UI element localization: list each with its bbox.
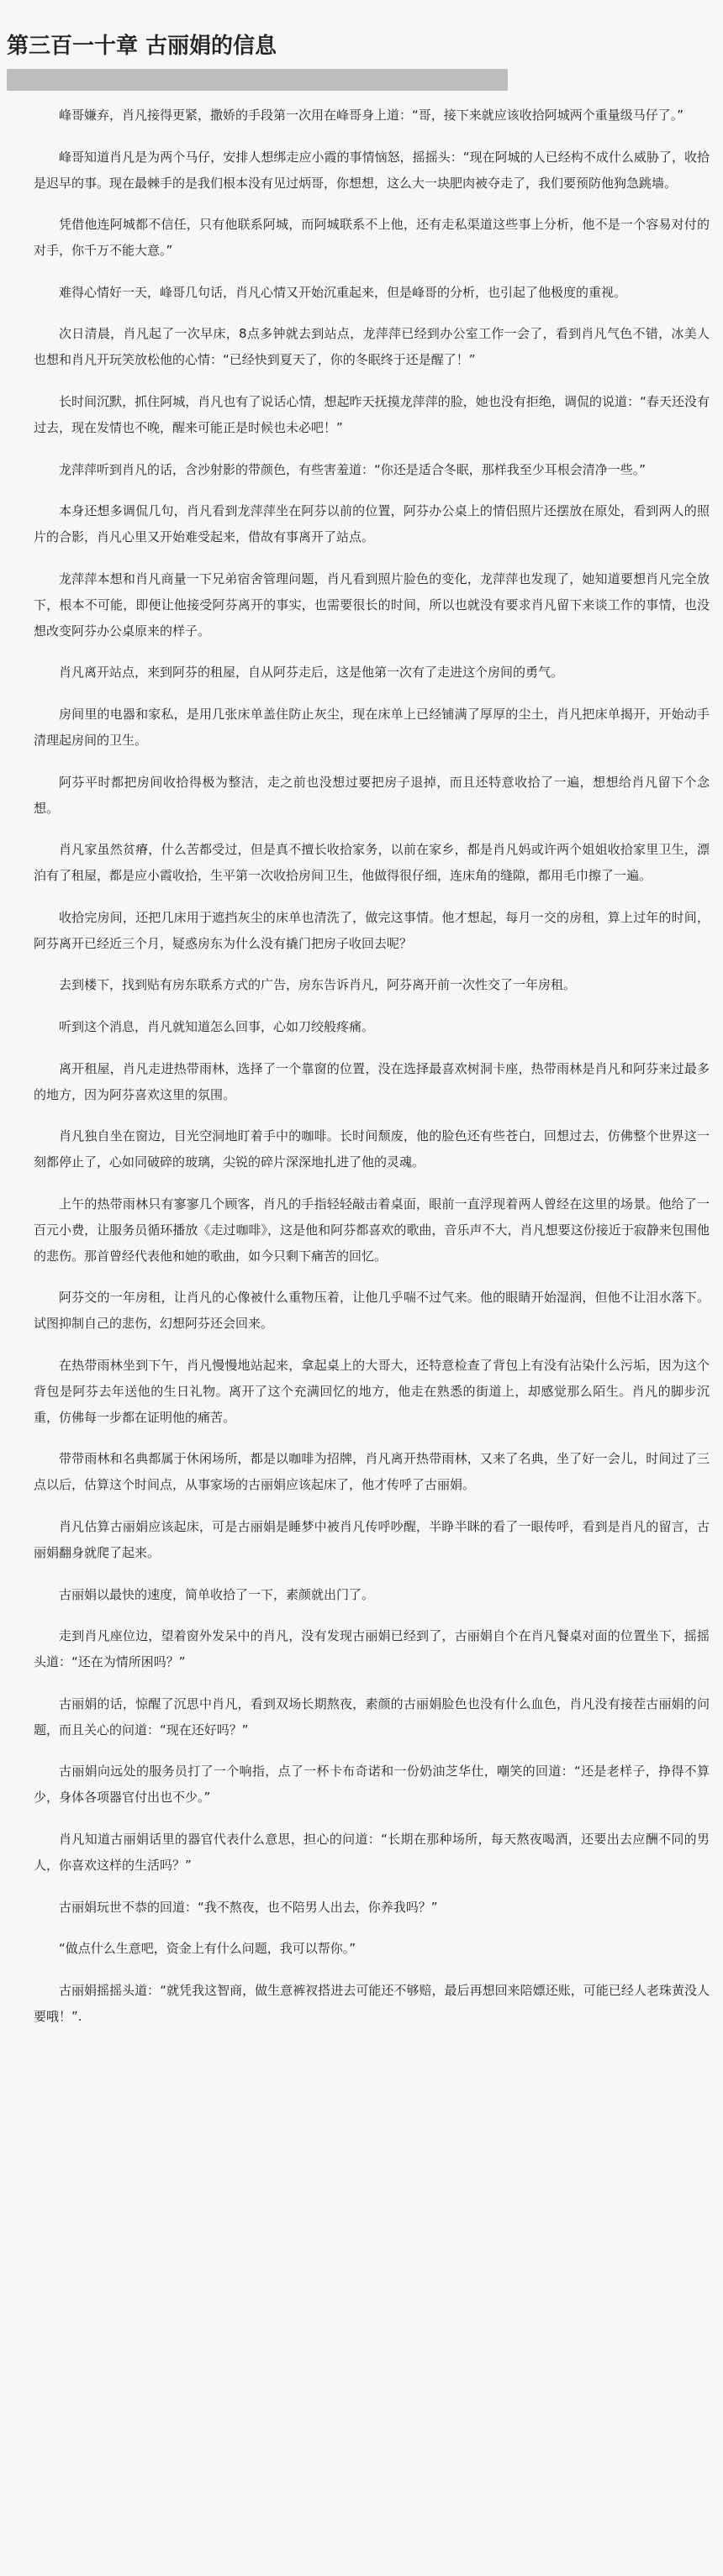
- paragraph: 长时间沉默，抓住阿城，肖凡也有了说话心情，想起昨天抚摸龙萍萍的脸，她也没有拒绝，调侃的说道：“春天还没有过去，现在发情也不晚，醒来可能正是时候也未必吧！”: [34, 393, 710, 435]
- paragraph: 肖凡离开站点，来到阿芬的租屋，自从阿芬走后，这是他第一次有了走进这个房间的勇气。: [59, 665, 564, 681]
- paragraph: 听到这个消息，肖凡就知道怎么回事，心如刀绞般疼痛。: [59, 1018, 375, 1034]
- paragraph: 难得心情好一天，峰哥几句话，肖凡心情又开始沉重起来，但是峰哥的分析，也引起了他极度的重视。: [59, 284, 627, 300]
- paragraph: 肖凡知道古丽娟话里的器官代表什么意思，担心的问道：“长期在那种场所，每天熬夜喝酒，还要出去应酬不同的男人，你喜欢这样的生活吗？”: [34, 1832, 710, 1874]
- title-underline-bar: [7, 69, 508, 91]
- paragraph: “做点什么生意吧，资金上有什么问题，我可以帮你。”: [59, 1941, 356, 1957]
- chapter-content: [0, 91, 723, 2030]
- paragraph: 房间里的电器和家私，是用几张床单盖住防止灰尘，现在床单上已经铺满了厚厚的尘土，肖凡把床单揭开，开始动手清理起房间的卫生。: [34, 706, 710, 748]
- paragraph: 肖凡独自坐在窗边，目光空洞地盯着手中的咖啡。长时间颓废，他的脸色还有些苍白，回想过去，仿佛整个世界这一刻都停止了，心如同破碎的玻璃，尖锐的碎片深深地扎进了他的灵魂。: [34, 1128, 710, 1170]
- paragraph: 龙萍萍本想和肖凡商量一下兄弟宿舍管理问题，肖凡看到照片脸色的变化，龙萍萍也发现了，她知道要想肖凡完全放下，根本不可能，即便让他接受阿芬离开的事实，也需要很长的时间，所以也就没有要求肖凡留下来谈工作的事情，也没想改变阿芬办公桌原来的样子。: [34, 570, 710, 639]
- chapter-title: 第三百一十章 古丽娟的信息: [7, 34, 277, 59]
- paragraph: 本身还想多调侃几句，肖凡看到龙萍萍坐在阿芬以前的位置，阿芬办公桌上的情侣照片还摆放在原处，看到两人的照片的合影，肖凡心里又开始难受起来，借故有事离开了站点。: [34, 503, 710, 545]
- paragraph: 上午的热带雨林只有寥寥几个顾客，肖凡的手指轻轻敲击着桌面，眼前一直浮现着两人曾经在这里的场景。他给了一百元小费，让服务员循环播放《走过咖啡》，这是他和阿芬都喜欢的歌曲，音乐声不大，肖凡想要这份接近于寂静来包围他的悲伤。那首曾经代表他和她的歌曲，如今只剩下痛苦的回忆。: [34, 1196, 710, 1264]
- paragraph: 古丽娟玩世不恭的回道：“我不熬夜，也不陪男人出去，你养我吗？”: [59, 1899, 438, 1915]
- paragraph: 阿芬交的一年房租，让肖凡的心像被什么重物压着，让他几乎喘不过气来。他的眼睛开始湿润，但他不让泪水落下。试图抑制自己的悲伤，幻想阿芬还会回来。: [34, 1290, 710, 1332]
- paragraph: 在热带雨林坐到下午，肖凡慢慢地站起来，拿起桌上的大哥大，还特意检查了背包上有没有沾染什么污垢，因为这个背包是阿芬去年送他的生日礼物。离开了这个充满回忆的地方，他走在熟悉的街道上，却感觉那么陌生。肖凡的脚步沉重，仿佛每一步都在证明他的痛苦。: [34, 1357, 710, 1425]
- paragraph: 肖凡家虽然贫瘠，什么苦都受过，但是真不擅长收拾家务，以前在家乡，都是肖凡妈或许两个姐姐收拾家里卫生，漂泊有了租屋，都是应小霞收拾，生平第一次收拾房间卫生，他做得很仔细，连床角的缝隙，都用毛巾擦了一遍。: [34, 842, 710, 884]
- paragraph: 离开租屋，肖凡走进热带雨林，选择了一个靠窗的位置，没在选择最喜欢树洞卡座，热带雨林是肖凡和阿芬来过最多的地方，因为阿芬喜欢这里的氛围。: [34, 1060, 710, 1102]
- paragraph: 古丽娟摇摇头道：“就凭我这智商，做生意裤衩搭进去可能还不够赔，最后再想回来陪嫖还账，可能已经人老珠黄没人要哦！”.: [34, 1982, 710, 2024]
- paragraph: 去到楼下，找到贴有房东联系方式的广告，房东告诉肖凡，阿芬离开前一次性交了一年房租。: [59, 977, 577, 993]
- paragraph: 凭借他连阿城都不信任，只有他联系阿城，而阿城联系不上他，还有走私渠道这些事上分析，他不是一个容易对付的对手，你千万不能大意。”: [34, 217, 710, 259]
- paragraph: 次日清晨，肖凡起了一次早床，8点多钟就去到站点，龙萍萍已经到办公室工作一会了，看到肖凡气色不错，冰美人也想和肖凡开玩笑放松他的心情：“已经快到夏天了，你的冬眠终于还是醒了！”: [34, 326, 710, 368]
- paragraph: 峰哥嫌弃，肖凡接得更紧，撒娇的手段第一次用在峰哥身上道：“哥，接下来就应该收拾阿城两个重量级马仔了。”: [59, 108, 684, 123]
- paragraph: 古丽娟的话，惊醒了沉思中肖凡，看到双场长期熬夜，素颜的古丽娟脸色也没有什么血色，肖凡没有接茬古丽娟的问题，而且关心的问道：“现在还好吗？”: [34, 1695, 710, 1737]
- paragraph: 古丽娟以最快的速度，简单收拾了一下，素颜就出门了。: [59, 1586, 375, 1602]
- paragraph: 龙萍萍听到肖凡的话，含沙射影的带颜色，有些害羞道：“你还是适合冬眠，那样我至少耳根会清净一些。”: [59, 461, 646, 477]
- paragraph: 峰哥知道肖凡是为两个马仔，安排人想绑走应小霞的事情恼怒，摇摇头：“现在阿城的人已经构不成什么威胁了，收拾是迟早的事。现在最棘手的是我们根本没有见过炳哥，你想想，这么大一块肥肉被夺走了，我们要预防他狗急跳墙。: [34, 149, 710, 191]
- paragraph: 肖凡估算古丽娟应该起床，可是古丽娟是睡梦中被肖凡传呼吵醒，半睁半眯的看了一眼传呼，看到是肖凡的留言，古丽娟翻身就爬了起来。: [34, 1519, 710, 1561]
- paragraph: 古丽娟向远处的服务员打了一个响指，点了一杯卡布奇诺和一份奶油芝华仕，嘲笑的回道：“还是老样子，挣得不算少，身体各项器官付出也不少。”: [34, 1764, 710, 1806]
- paragraph: 阿芬平时都把房间收拾得极为整洁，走之前也没想过要把房子退掉，而且还特意收拾了一遍，想想给肖凡留下个念想。: [34, 774, 710, 816]
- paragraph: 收拾完房间，还把几床用于遮挡灰尘的床单也清洗了，做完这事情。他才想起，每月一交的房租，算上过年的时间，阿芬离开已经近三个月，疑惑房东为什么没有撬门把房子收回去呢？: [34, 909, 710, 951]
- paragraph: 带带雨林和名典都属于休闲场所，都是以咖啡为招牌，肖凡离开热带雨林，又来了名典，坐了好一会儿，时间过了三点以后，估算这个时间点，从事家场的古丽娟应该起床了，他才传呼了古丽娟。: [34, 1451, 710, 1493]
- paragraph: 走到肖凡座位边，望着窗外发呆中的肖凡，没有发现古丽娟已经到了，古丽娟自个在肖凡餐桌对面的位置坐下，摇摇头道：“还在为情所困吗？”: [34, 1628, 710, 1670]
